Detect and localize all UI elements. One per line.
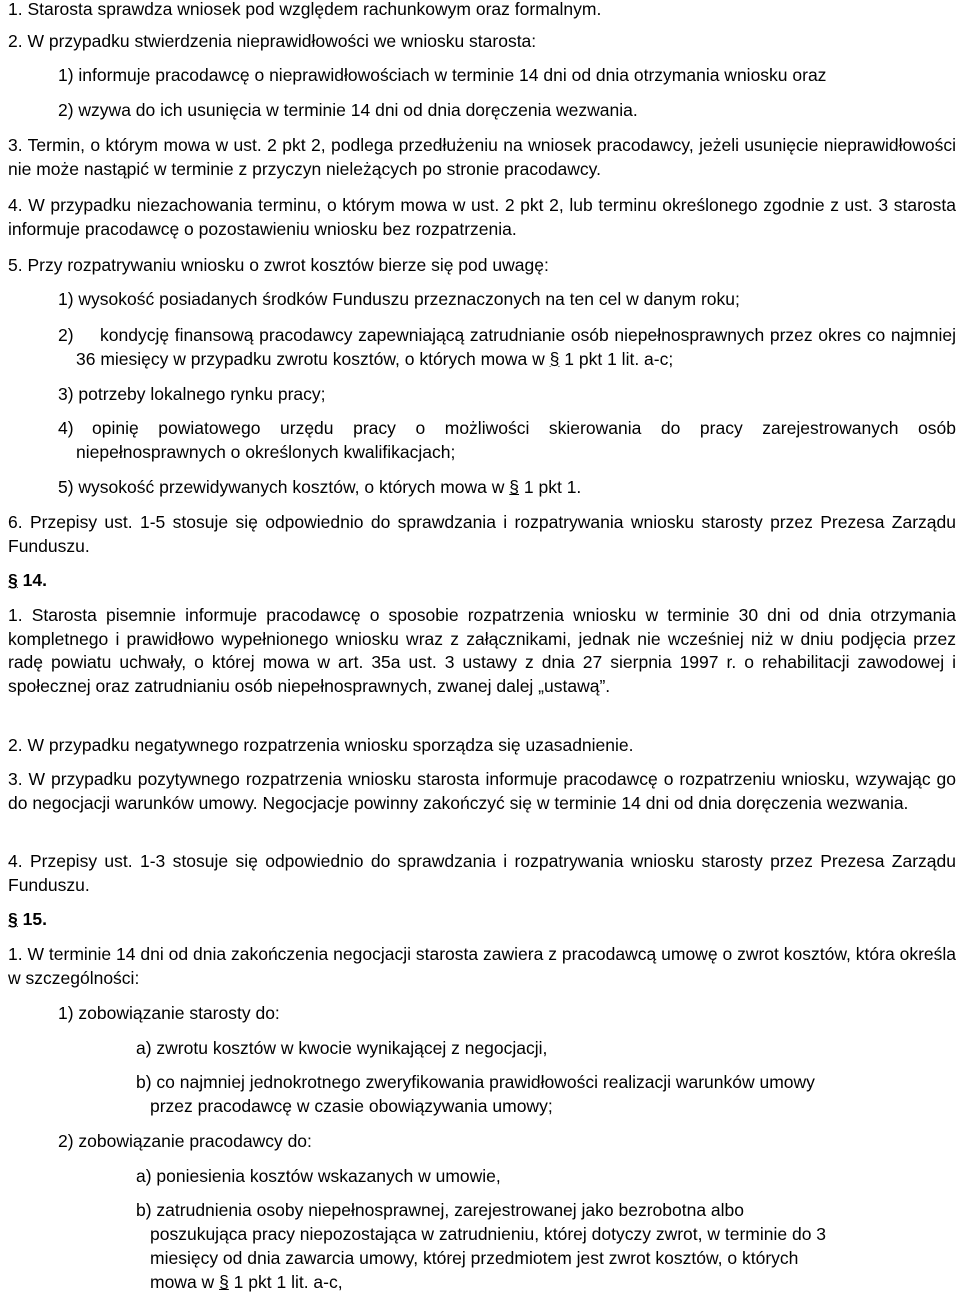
letter-15-1-2-b-line-2: poszukująca pracy niepozostająca w zatrudnieniu, której dotyczy zwrot, w terminie do 3 xyxy=(150,1224,827,1244)
paragraph-14-3: 3. W przypadku pozytywnego rozpatrzenia wniosku starosta informuje pracodawcę o rozpatrzeniu wniosku, wzywając go do negocjacji warunków umowy. Negocjacje powinny zakończyć się w terminie 14 dni od dnia doręczenia wezwania. xyxy=(8,769,956,813)
point-15-1-1: 1) zobowiązanie starosty do: xyxy=(58,1003,280,1023)
letter-15-1-1-b-line-1: b) co najmniej jednokrotnego zweryfikowania prawidłowości realizacji warunków umowy xyxy=(136,1072,815,1092)
point-13-5-5-reference: 1 pkt 1. xyxy=(523,477,582,497)
letter-15-1-2-a: a) poniesienia kosztów wskazanych w umowie, xyxy=(136,1166,501,1186)
point-13-5-1: 1) wysokość posiadanych środków Funduszu przeznaczonych na ten cel w danym roku; xyxy=(58,289,740,309)
point-15-1-2: 2) zobowiązanie pracodawcy do: xyxy=(58,1131,312,1151)
point-13-5-2-number: 2) xyxy=(58,325,74,345)
section-sign: § xyxy=(509,477,520,497)
paragraph-13-6: 6. Przepisy ust. 1-5 stosuje się odpowiednio do sprawdzania i rozpatrywania wniosku starosty przez Prezesa Zarządu Funduszu. xyxy=(8,512,956,556)
paragraph-14-1: 1. Starosta pisemnie informuje pracodawcę o sposobie rozpatrzenia wniosku w terminie 30 dni od dnia otrzymania kompletnego i prawidłowo wypełnionego wniosku wraz z załącznikami, jednak nie wcześniej niż w dniu podjęcia przez radę powiatu uchwały, o której mowa w art. 35a ust. 3 ustawy z dnia 27 sierpnia 1997 r. o rehabilitacji zawodowej i społecznej oraz zatrudnianiu osób niepełnosprawnych, zwanej dalej „ustawą”. xyxy=(8,605,956,696)
point-13-2-1: 1) informuje pracodawcę o nieprawidłowościach w terminie 14 dni od dnia otrzymania wniosku oraz xyxy=(58,65,827,85)
point-13-5-4-number: 4) xyxy=(58,418,74,438)
section-14-heading xyxy=(8,569,47,591)
point-13-5-2-text: kondycję finansową pracodawcy zapewniającą zatrudnianie osób niepełnosprawnych przez okres co najmniej 36 miesięcy w przypadku zwrotu kosztów, o których mowa w xyxy=(76,325,956,369)
point-13-5-2 xyxy=(76,324,956,371)
paragraph-13-5: 5. Przy rozpatrywaniu wniosku o zwrot kosztów bierze się pod uwagę: xyxy=(8,255,549,275)
section-sign: § xyxy=(549,348,560,369)
letter-15-1-2-b-text: mowa w xyxy=(150,1272,215,1292)
paragraph-14-2: 2. W przypadku negatywnego rozpatrzenia wniosku sporządza się uzasadnienie. xyxy=(8,735,634,755)
paragraph-13-1: 1. Starosta sprawdza wniosek pod względem rachunkowym oraz formalnym. xyxy=(8,0,602,19)
section-15-heading xyxy=(8,908,47,930)
letter-15-1-2-b-line-1: b) zatrudnienia osoby niepełnosprawnej, zarejestrowanej jako bezrobotna albo xyxy=(136,1200,745,1220)
paragraph-13-2: 2. W przypadku stwierdzenia nieprawidłowości we wniosku starosta: xyxy=(8,31,537,51)
section-sign: § xyxy=(8,909,18,929)
section-14-number: 14. xyxy=(22,570,47,590)
point-13-5-5-text: 5) wysokość przewidywanych kosztów, o których mowa w xyxy=(58,477,505,497)
letter-15-1-1-b-line-2: przez pracodawcę w czasie obowiązywania umowy; xyxy=(150,1096,553,1116)
point-13-2-2: 2) wzywa do ich usunięcia w terminie 14 dni od dnia doręczenia wezwania. xyxy=(58,100,638,120)
letter-15-1-2-b-reference: 1 pkt 1 lit. a-c, xyxy=(233,1272,343,1292)
letter-15-1-2-b-line-3: miesięcy od dnia zawarcia umowy, której przedmiotem jest zwrot kosztów, o których xyxy=(150,1248,799,1268)
paragraph-15-1: 1. W terminie 14 dni od dnia zakończenia negocjacji starosta zawiera z pracodawcą umowę o zwrot kosztów, która określa w szczególności: xyxy=(8,944,956,988)
point-13-5-4: opinię powiatowego urzędu pracy o możliwości skierowania do pracy zarejestrowanych osób niepełnosprawnych o określonych kwalifikacjach; xyxy=(76,418,956,462)
paragraph-14-4: 4. Przepisy ust. 1-3 stosuje się odpowiednio do sprawdzania i rozpatrywania wniosku starosty przez Prezesa Zarządu Funduszu. xyxy=(8,851,956,895)
point-13-5-3: 3) potrzeby lokalnego rynku pracy; xyxy=(58,384,326,404)
section-sign: § xyxy=(8,570,18,590)
point-13-5-2-reference: 1 pkt 1 lit. a-c; xyxy=(564,348,674,369)
letter-15-1-1-a: a) zwrotu kosztów w kwocie wynikającej z negocjacji, xyxy=(136,1038,548,1058)
paragraph-13-4: 4. W przypadku niezachowania terminu, o którym mowa w ust. 2 pkt 2, lub terminu określonego zgodnie z ust. 3 starosta informuje pracodawcę o pozostawieniu wniosku bez rozpatrzenia. xyxy=(8,195,956,239)
section-15-number: 15. xyxy=(22,909,47,929)
section-sign: § xyxy=(219,1272,229,1292)
paragraph-13-3: 3. Termin, o którym mowa w ust. 2 pkt 2, podlega przedłużeniu na wniosek pracodawcy, jeżeli usunięcie nieprawidłowości nie może nastąpić w terminie z przyczyn nieleżących po stronie pracodawcy. xyxy=(8,135,956,179)
letter-15-1-2-b-line-4 xyxy=(150,1271,343,1293)
point-13-5-5 xyxy=(58,476,581,498)
